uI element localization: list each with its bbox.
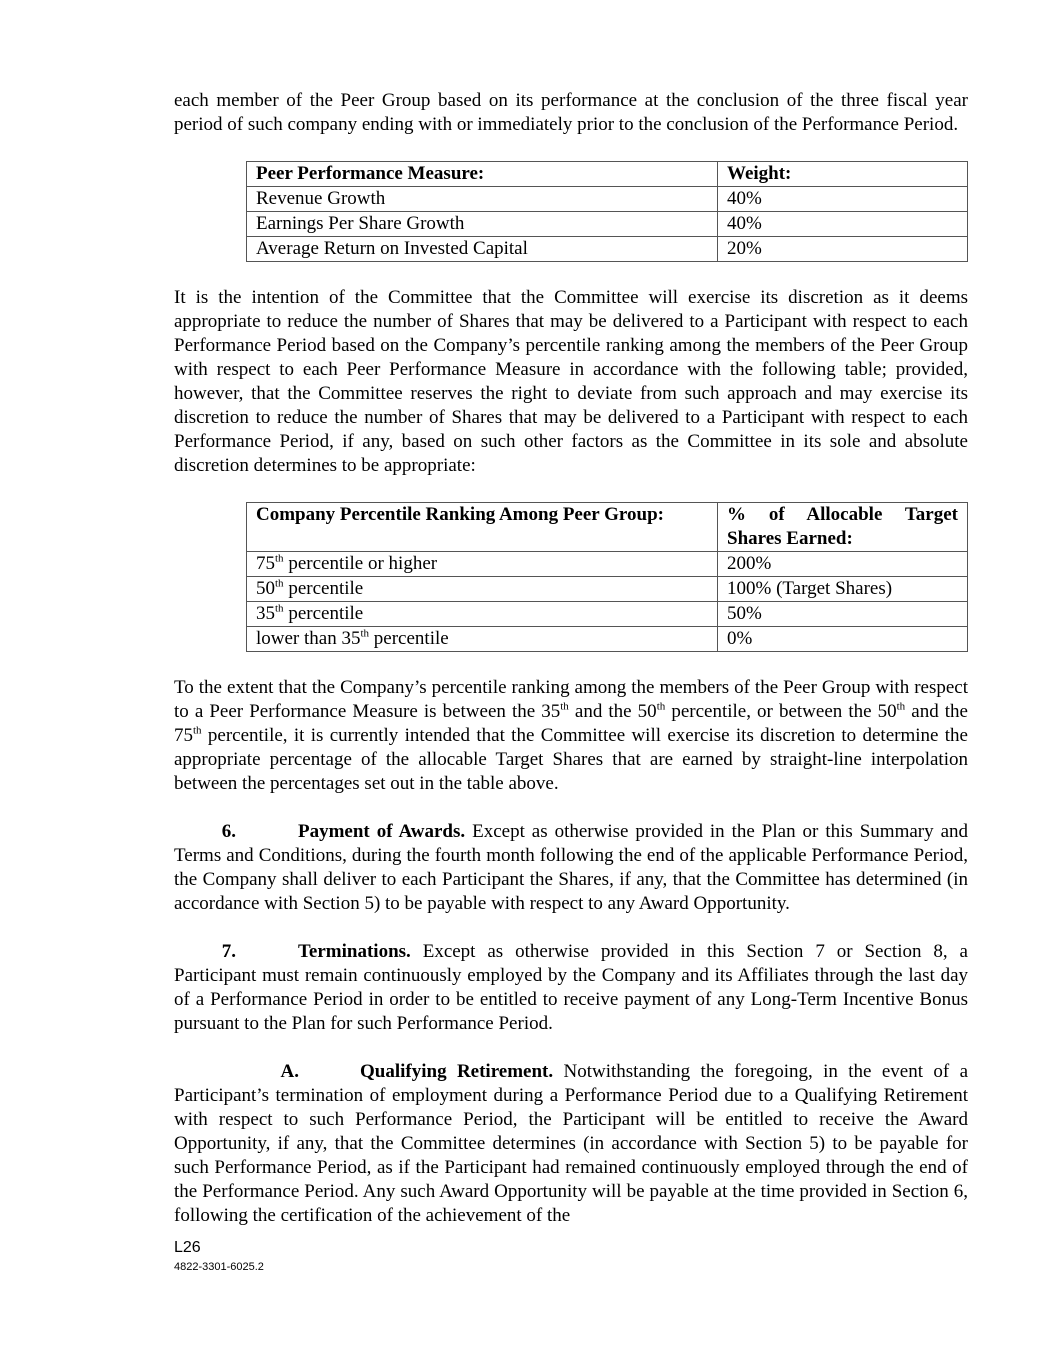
subsection-heading: Qualifying Retirement. bbox=[360, 1061, 554, 1082]
section-indent bbox=[174, 820, 236, 844]
table-cell: 40% bbox=[718, 187, 968, 212]
table-header-cell: Company Percentile Ranking Among Peer Group: bbox=[247, 503, 718, 552]
table-cell: 100% (Target Shares) bbox=[718, 577, 968, 602]
table-cell bbox=[247, 602, 718, 627]
table-header-cell bbox=[718, 503, 968, 552]
table-row bbox=[247, 577, 968, 602]
section-heading: Payment of Awards. bbox=[298, 821, 466, 842]
table-row bbox=[247, 602, 968, 627]
cell-text: lower than 35 bbox=[256, 628, 361, 649]
cell-text: 50 bbox=[256, 578, 275, 599]
table-header-row bbox=[247, 503, 968, 552]
table-header-cell: Weight: bbox=[718, 162, 968, 187]
table-row bbox=[247, 237, 968, 262]
cell-text: 75 bbox=[256, 553, 275, 574]
section-indent bbox=[174, 940, 236, 964]
subsection-text: Notwithstanding the foregoing, in the event of a Participant’s termination of employment during a Performance Period due to a Qualifying Retirement with respect to such Performance Period, the Participant will be entitled to receive the Award Opportunity, if any, that the Committee determines (in accordance with Section 5) to be payable for such Performance Period, as if the Participant had remained continuously employed through the end of the Performance Period. Any such Award Opportunity will be payable at the time provided in Section 6, following the certification of the achievement of the bbox=[174, 1061, 969, 1226]
table-cell bbox=[247, 552, 718, 577]
table-cell bbox=[247, 627, 718, 652]
table-row bbox=[247, 187, 968, 212]
ordinal-suffix: th bbox=[193, 724, 202, 737]
cell-text: percentile bbox=[283, 578, 364, 599]
table-row bbox=[247, 212, 968, 237]
peer-measure-table bbox=[246, 161, 968, 262]
intention-paragraph: It is the intention of the Committee that the Committee will exercise its discretion as it deems appropriate to reduce the number of Shares that may be delivered to a Participant with respect to each Performance Period based on the Company’s percentile ranking among the members of the Peer Group with respect to each Peer Performance Measure in accordance with the following table; provided, however, that the Committee reserves the right to deviate from such approach and may exercise its discretion to reduce the number of Shares that may be delivered to a Participant with respect to each Performance Period, if any, based on such other factors as the Committee in its sole and absolute discretion determines to be appropriate: bbox=[174, 287, 968, 476]
subsection-indent bbox=[174, 1060, 299, 1084]
section-text: Except as otherwise provided in this Section 7 or Section 8, a Participant must remain continuously employed by the Company and its Affiliates through the last day of a Performance Period in order to be entitled to receive payment of any Long-Term Incentive Bonus pursuant to the Plan for such Performance Period. bbox=[174, 941, 968, 1034]
ordinal-suffix: th bbox=[275, 577, 284, 590]
percentile-ranking-table bbox=[246, 502, 968, 652]
page-label: L26 bbox=[174, 1239, 201, 1256]
table-cell: Earnings Per Share Growth bbox=[247, 212, 718, 237]
cell-text: 35 bbox=[256, 603, 275, 624]
table-header-cell: Peer Performance Measure: bbox=[247, 162, 718, 187]
table-cell: Revenue Growth bbox=[247, 187, 718, 212]
section-7-paragraph bbox=[174, 940, 968, 1036]
cell-text: percentile bbox=[283, 603, 364, 624]
section-text: Except as otherwise provided in the Plan or this Summary and Terms and Conditions, during the fourth month following the end of the applicable Performance Period, the Company shall deliver to each Participant the Shares, if any, that the Committee has determined (in accordance with Section 5) to be payable with respect to any Award Opportunity. bbox=[174, 821, 969, 914]
table-cell: Average Return on Invested Capital bbox=[247, 237, 718, 262]
interpolation-paragraph bbox=[174, 676, 968, 796]
table-cell bbox=[247, 577, 718, 602]
page-footer bbox=[174, 1238, 264, 1274]
ordinal-suffix: th bbox=[896, 700, 906, 713]
cell-text: percentile bbox=[369, 628, 449, 649]
subsection-letter: A. bbox=[280, 1061, 299, 1082]
section-number: 7. bbox=[221, 941, 236, 962]
section-6-paragraph bbox=[174, 820, 968, 916]
table-cell: 0% bbox=[718, 627, 968, 652]
table-cell: 50% bbox=[718, 602, 968, 627]
ordinal-suffix: th bbox=[275, 602, 284, 615]
intro-paragraph: each member of the Peer Group based on its performance at the conclusion of the three fiscal year period of such company ending with or immediately prior to the conclusion of the Performance Period. bbox=[174, 90, 968, 135]
table-header-row bbox=[247, 162, 968, 187]
ordinal-suffix: th bbox=[275, 552, 284, 565]
text-run: To the extent that the Company’s percentile ranking among the members of the Peer Group with respect to a Peer Performance Measure is between the 35 bbox=[174, 677, 968, 722]
table-row bbox=[247, 552, 968, 577]
text-run: and the 50 bbox=[568, 701, 657, 722]
header-line: Shares Earned: bbox=[727, 528, 853, 549]
text-run: percentile, it is currently intended that the Committee will exercise its discretion to determine the appropriate percentage of the allocable Target Shares that are earned by straight-line interpolation between the percentages set out in the table above. bbox=[174, 725, 968, 794]
document-id: 4822-3301-6025.2 bbox=[174, 1261, 264, 1273]
header-line: % of Allocable Target bbox=[727, 504, 958, 525]
table-cell: 40% bbox=[718, 212, 968, 237]
text-run: and the 75 bbox=[174, 701, 968, 746]
cell-text: percentile or higher bbox=[283, 553, 438, 574]
section-heading: Terminations. bbox=[298, 941, 411, 962]
table-row bbox=[247, 627, 968, 652]
ordinal-suffix: th bbox=[360, 627, 370, 640]
table-cell: 200% bbox=[718, 552, 968, 577]
ordinal-suffix: th bbox=[560, 700, 569, 713]
section-7a-paragraph bbox=[174, 1060, 968, 1228]
section-number: 6. bbox=[221, 821, 236, 842]
table-cell: 20% bbox=[718, 237, 968, 262]
document-page bbox=[174, 89, 968, 1228]
text-run: percentile, or between the 50 bbox=[665, 701, 897, 722]
ordinal-suffix: th bbox=[656, 700, 666, 713]
